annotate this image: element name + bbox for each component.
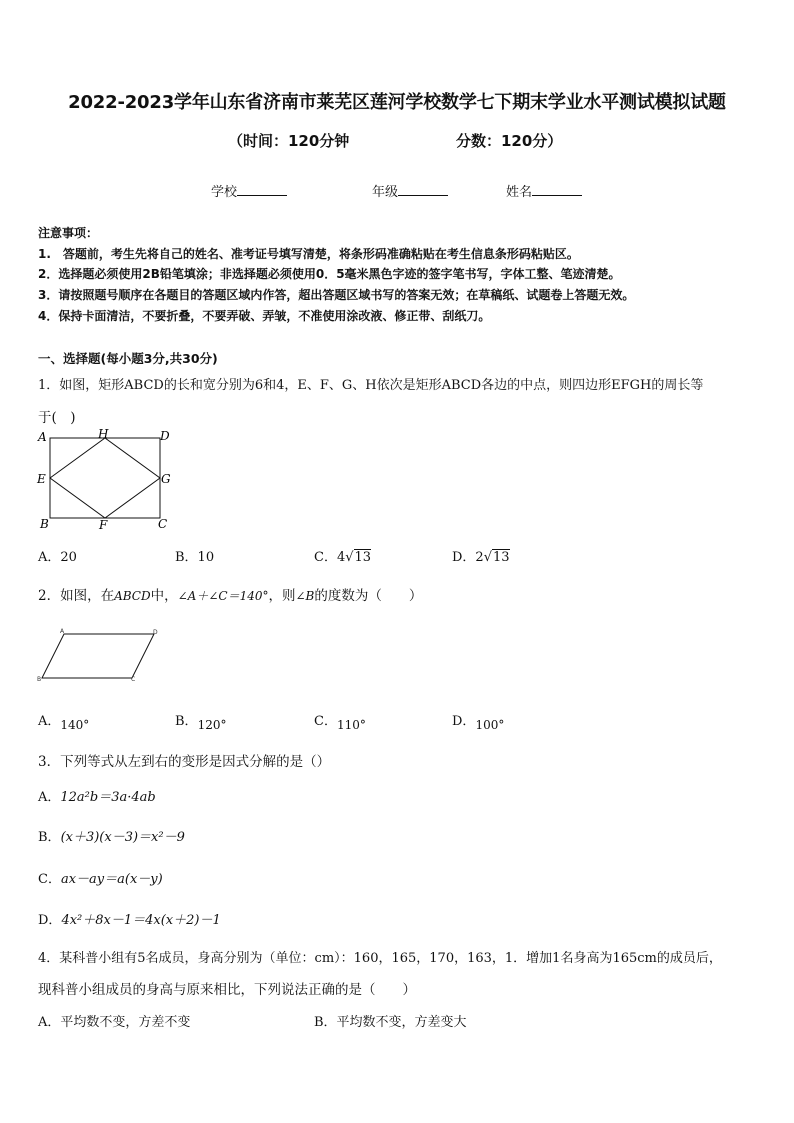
q3-option-a-expr: 12a²b＝3a·4ab	[60, 790, 156, 805]
q3-option-a-label: A．	[38, 790, 61, 805]
q2-shape: ABCD	[114, 589, 151, 603]
sqrt-symbol: √	[483, 550, 492, 565]
q3-option-c-label: C．	[38, 872, 61, 887]
q3-option-d-label: D．	[38, 913, 62, 928]
q1-rectangle-figure	[32, 426, 182, 534]
q4-stem-line2: 现科普小组成员的身高与原来相比，下列说法正确的是（ ）	[38, 982, 416, 998]
q2-option-b[interactable]	[175, 710, 227, 732]
q4-stem-line1: 4．某科普小组有5名成员，身高分别为（单位：cm）：160，165，170，163，1．增加1名身高为165cm的成员后，	[38, 951, 722, 966]
exam-time: （时间：120分钟	[228, 132, 350, 150]
notice-item: 1. 答题前，考生先将自己的姓名、准考证号填写清楚，将条形码准确粘贴在考生信息条形码粘贴区。	[38, 247, 579, 261]
q3-option-c-expr: ax－ay＝a(x－y)	[60, 872, 163, 887]
notice-heading: 注意事项：	[38, 226, 99, 240]
label-c: C	[131, 676, 136, 683]
q2-option-a[interactable]	[38, 710, 90, 732]
q3-option-d-expr: 4x²＋8x－1＝4x(x＋2)－1	[61, 913, 221, 928]
q2-option-b-label: B．	[175, 714, 198, 729]
page-title: 2022-2023学年山东省济南市莱芜区莲河学校数学七下期末学业水平测试模拟试题	[68, 92, 726, 113]
q3-option-c[interactable]	[38, 868, 163, 887]
q2-suffix-b: 的度数为（ ）	[314, 588, 423, 604]
label-a: A	[38, 430, 47, 444]
q2-mid: 中，	[150, 588, 178, 604]
label-h: H	[98, 427, 109, 441]
notice-item: 2．选择题必须使用2B铅笔填涂；非选择题必须使用0．5毫米黑色字迹的签字笔书写，字体工整、笔迹清楚。	[38, 267, 621, 281]
name-label: 姓名	[506, 185, 533, 200]
parallelogram-abcd	[42, 634, 154, 678]
grade-label: 年级	[372, 185, 399, 200]
q1-stem-line1: 1．如图，矩形ABCD的长和宽分别为6和4，E、F、G、H依次是矩形ABCD各边的中点，则四边形EFGH的周长等	[38, 378, 704, 393]
school-field	[211, 181, 287, 200]
q4-option-b[interactable]: B．平均数不变，方差变大	[314, 1015, 467, 1030]
q1-option-a[interactable]: A．20	[38, 550, 77, 565]
q3-option-d[interactable]	[38, 909, 221, 928]
label-e: E	[37, 472, 46, 486]
q3-stem: 3．下列等式从左到右的变形是因式分解的是（）	[38, 754, 331, 770]
q2-stem	[38, 584, 422, 604]
q1-option-c-radicand: 13	[354, 550, 372, 565]
q1-option-c-prefix: C．4	[314, 550, 346, 565]
q2-option-d[interactable]	[452, 710, 505, 732]
q2-option-d-value: 100°	[475, 718, 505, 732]
grade-blank	[398, 183, 448, 196]
q3-option-a[interactable]	[38, 786, 156, 805]
q1-option-d[interactable]	[452, 546, 510, 565]
label-a: A	[60, 628, 65, 635]
q4-option-a[interactable]: A．平均数不变，方差不变	[38, 1015, 191, 1030]
notice-item: 3．请按照题号顺序在各题目的答题区域内作答，超出答题区域书写的答案无效；在草稿纸、试题卷上答题无效。	[38, 288, 635, 302]
label-c: C	[158, 517, 168, 531]
q1-option-c[interactable]	[314, 546, 371, 565]
label-g: G	[161, 472, 171, 486]
q1-option-b[interactable]: B．10	[175, 550, 215, 565]
q2-option-c[interactable]	[314, 710, 366, 732]
q2-prefix: 2．如图，在	[38, 588, 115, 604]
label-b: B	[37, 676, 42, 683]
q2-option-c-value: 110°	[336, 718, 366, 732]
label-d: D	[153, 629, 158, 636]
q3-option-b-expr: (x＋3)(x－3)＝x²－9	[60, 830, 185, 845]
q2-angle: ∠B	[295, 589, 315, 603]
q2-condition: ∠A＋∠C＝140°	[177, 589, 269, 603]
label-b: B	[40, 517, 49, 531]
q1-option-d-prefix: D．2	[452, 550, 484, 565]
school-blank	[237, 183, 287, 196]
q2-suffix-a: ，则	[268, 588, 296, 604]
section-heading: 一、选择题(每小题3分,共30分)	[38, 351, 218, 366]
grade-field	[372, 181, 448, 200]
label-f: F	[99, 518, 108, 532]
label-d: D	[160, 429, 170, 443]
q1-option-d-radicand: 13	[493, 550, 510, 565]
name-blank	[532, 183, 582, 196]
q2-option-d-label: D．	[452, 714, 476, 729]
q2-option-b-value: 120°	[197, 718, 227, 732]
q2-option-c-label: C．	[314, 714, 337, 729]
q2-parallelogram-figure	[34, 626, 164, 684]
notice-item: 4．保持卡面清洁，不要折叠，不要弄破、弄皱，不准使用涂改液、修正带、刮纸刀。	[38, 309, 491, 323]
school-label: 学校	[211, 185, 238, 200]
quadrilateral-efgh	[50, 438, 160, 518]
sqrt-symbol: √	[345, 550, 354, 565]
q3-option-b-label: B．	[38, 830, 61, 845]
q1-stem-line2: 于( )	[38, 410, 76, 426]
exam-score: 分数：120分）	[456, 132, 563, 150]
q2-option-a-label: A．	[38, 714, 61, 729]
q2-option-a-value: 140°	[60, 718, 90, 732]
rectangle-abcd	[50, 438, 160, 518]
q3-option-b[interactable]	[38, 826, 185, 845]
name-field	[506, 181, 582, 200]
